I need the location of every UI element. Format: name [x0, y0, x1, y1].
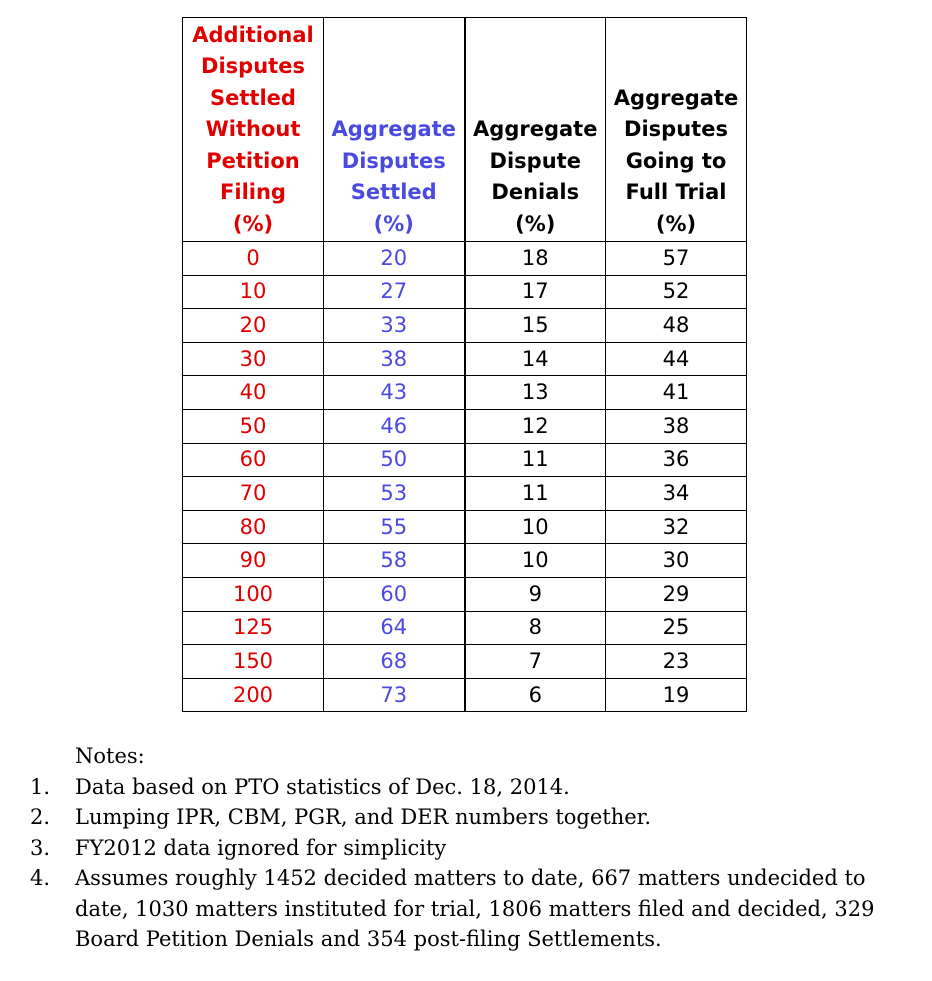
table-cell: 10	[183, 275, 324, 309]
table-cell: 38	[606, 409, 747, 443]
header-line: Aggregate	[331, 117, 456, 141]
note-number: 1.	[30, 774, 51, 799]
note-text: Data based on PTO statistics of Dec. 18, 2014.	[75, 774, 570, 799]
header-line: (%)	[373, 211, 414, 236]
table-cell: 13	[465, 376, 606, 410]
header-line: (%)	[232, 211, 274, 236]
header-line: Denials	[491, 180, 580, 204]
table-cell: 60	[183, 443, 324, 477]
table-cell: 20	[324, 242, 465, 276]
table-cell: 38	[324, 342, 465, 376]
header-line: Petition	[206, 148, 300, 173]
table-row	[183, 409, 747, 443]
table-cell: 11	[465, 443, 606, 477]
header-line: Additional	[192, 22, 314, 47]
table-row	[183, 443, 747, 477]
table-cell: 29	[606, 577, 747, 611]
table-cell: 19	[606, 678, 747, 712]
table-cell: 25	[606, 611, 747, 645]
table-cell: 15	[465, 309, 606, 343]
note-text: Assumes roughly 1452 decided matters to date, 667 matters undecided to date, 1030 matters instituted for trial, 1806 matters filed and decided, 329 Board Petition Denials and 354 post-filing Settlements.	[75, 866, 875, 951]
table-cell: 30	[606, 544, 747, 578]
table-row	[183, 376, 747, 410]
table-row	[183, 544, 747, 578]
table-row	[183, 645, 747, 679]
header-line: Disputes	[624, 117, 728, 141]
table-cell: 55	[324, 510, 465, 544]
table-cell: 12	[465, 409, 606, 443]
header-additional-settled	[183, 18, 324, 242]
note-item	[30, 772, 910, 803]
header-full-trial	[606, 18, 747, 242]
table-cell: 53	[324, 477, 465, 511]
table-row	[183, 678, 747, 712]
table-cell: 14	[465, 342, 606, 376]
table-cell: 150	[183, 645, 324, 679]
table-cell: 7	[465, 645, 606, 679]
note-text: FY2012 data ignored for simplicity	[75, 835, 447, 860]
note-item	[30, 802, 910, 833]
table-cell: 43	[324, 376, 465, 410]
table-row	[183, 477, 747, 511]
header-line: (%)	[655, 211, 697, 236]
table-cell: 46	[324, 409, 465, 443]
table-cell: 9	[465, 577, 606, 611]
table-cell: 100	[183, 577, 324, 611]
header-line: Going to	[625, 148, 727, 173]
header-line: Aggregate	[473, 117, 598, 141]
table-cell: 57	[606, 242, 747, 276]
table-cell: 17	[465, 275, 606, 309]
table-body	[183, 242, 747, 712]
table-cell: 23	[606, 645, 747, 679]
table-cell: 27	[324, 275, 465, 309]
header-line: Without	[205, 117, 301, 141]
dispute-statistics-table	[182, 17, 747, 712]
table-cell: 58	[324, 544, 465, 578]
notes-list	[30, 772, 910, 955]
table-cell: 80	[183, 510, 324, 544]
table-cell: 50	[183, 409, 324, 443]
table-cell: 8	[465, 611, 606, 645]
table-row	[183, 577, 747, 611]
note-item	[30, 863, 910, 955]
table-cell: 68	[324, 645, 465, 679]
table-cell: 36	[606, 443, 747, 477]
table-cell: 60	[324, 577, 465, 611]
table-cell: 0	[183, 242, 324, 276]
header-line: Dispute	[489, 148, 581, 173]
table-cell: 34	[606, 477, 747, 511]
table-row	[183, 342, 747, 376]
table-cell: 90	[183, 544, 324, 578]
header-line: Settled	[210, 85, 296, 110]
table-cell: 48	[606, 309, 747, 343]
table-cell: 52	[606, 275, 747, 309]
header-line: Disputes	[341, 148, 446, 173]
table-cell: 73	[324, 678, 465, 712]
table-cell: 50	[324, 443, 465, 477]
table-cell: 125	[183, 611, 324, 645]
header-line: (%)	[515, 211, 556, 236]
note-number: 2.	[30, 805, 51, 829]
note-text: Lumping IPR, CBM, PGR, and DER numbers together.	[75, 805, 652, 829]
table-cell: 200	[183, 678, 324, 712]
table-cell: 32	[606, 510, 747, 544]
table-cell: 44	[606, 342, 747, 376]
table-cell: 18	[465, 242, 606, 276]
note-number: 4.	[30, 866, 51, 890]
table-header-row	[183, 18, 747, 242]
note-number: 3.	[30, 835, 51, 860]
table-cell: 64	[324, 611, 465, 645]
header-line: Full Trial	[625, 180, 727, 204]
table-cell: 10	[465, 544, 606, 578]
table-row	[183, 611, 747, 645]
note-item	[30, 833, 910, 864]
table-cell: 11	[465, 477, 606, 511]
table-row	[183, 275, 747, 309]
table-cell: 20	[183, 309, 324, 343]
table-row	[183, 309, 747, 343]
table-cell: 70	[183, 477, 324, 511]
header-line: Disputes	[201, 54, 305, 78]
table-cell: 6	[465, 678, 606, 712]
header-aggregate-settled	[324, 18, 465, 242]
header-aggregate-denials	[465, 18, 606, 242]
table-cell: 41	[606, 376, 747, 410]
table-cell: 40	[183, 376, 324, 410]
table-row	[183, 510, 747, 544]
notes-section	[30, 741, 910, 955]
header-line: Filing	[220, 180, 286, 204]
table-cell: 30	[183, 342, 324, 376]
table-cell: 10	[465, 510, 606, 544]
table-cell: 33	[324, 309, 465, 343]
header-line: Aggregate	[613, 85, 739, 110]
table-row	[183, 242, 747, 276]
header-line: Settled	[350, 180, 437, 204]
notes-title: Notes:	[75, 744, 145, 768]
